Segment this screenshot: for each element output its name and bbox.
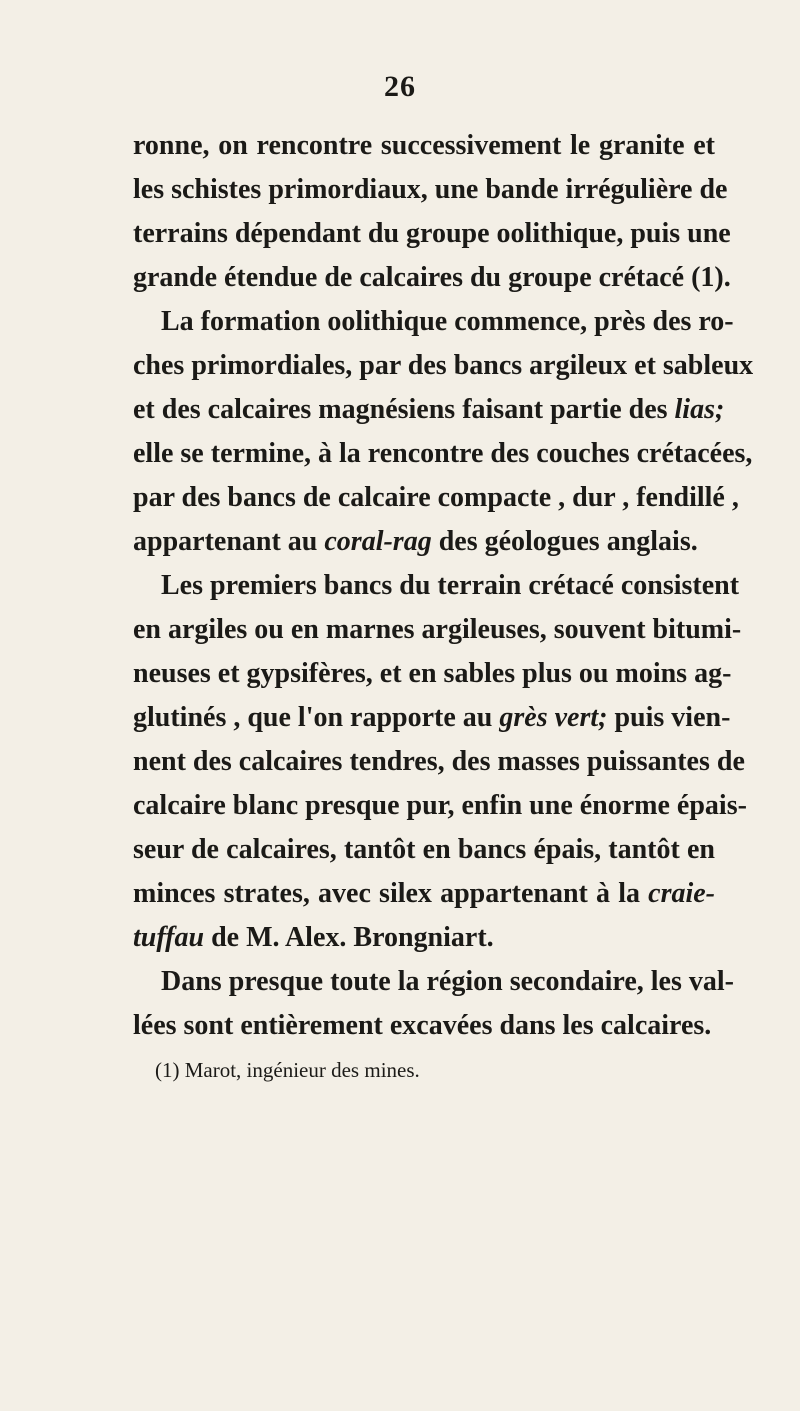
- italic-term: grès vert;: [499, 702, 608, 733]
- text-line: et des calcaires magnésiens faisant partie des lias;: [133, 394, 725, 425]
- text-line: glutinés , que l'on rapporte au grès vert; puis vien-: [133, 702, 731, 733]
- text-line: les schistes primordiaux, une bande irrégulière de: [133, 174, 728, 205]
- text-line: lées sont entièrement excavées dans les calcaires.: [133, 1010, 712, 1041]
- text-line: Les premiers bancs du terrain crétacé consistent: [161, 570, 740, 601]
- text-line: par des bancs de calcaire compacte , dur , fendillé ,: [133, 482, 739, 513]
- text-line: tuffau de M. Alex. Brongniart.: [133, 922, 494, 953]
- italic-term: coral-rag: [324, 526, 432, 557]
- text-line: ronne, on rencontre successivement le granite et: [133, 130, 715, 161]
- text-line: minces strates, avec silex appartenant à la craie-: [133, 878, 715, 909]
- italic-term: tuffau: [133, 922, 205, 953]
- text-line: Dans presque toute la région secondaire, les val-: [161, 966, 734, 997]
- footnote: (1) Marot, ingénieur des mines.: [155, 1058, 420, 1082]
- text-line: seur de calcaires, tantôt en bancs épais, tantôt en: [133, 834, 715, 865]
- italic-term: lias;: [674, 394, 725, 425]
- text-line: La formation oolithique commence, près des ro-: [161, 306, 734, 337]
- text-line: en argiles ou en marnes argileuses, souvent bitumi-: [133, 614, 742, 645]
- text-line: appartenant au coral-rag des géologues anglais.: [133, 526, 698, 557]
- text-line: nent des calcaires tendres, des masses puissantes de: [133, 746, 745, 777]
- text-line: terrains dépendant du groupe oolithique, puis une: [133, 218, 731, 249]
- text-line: calcaire blanc presque pur, enfin une énorme épais-: [133, 790, 747, 821]
- text-line: grande étendue de calcaires du groupe crétacé (1).: [133, 262, 731, 293]
- text-line: ches primordiales, par des bancs argileux et sableux: [133, 350, 754, 381]
- body-text: [133, 124, 754, 1048]
- italic-term: craie-: [648, 878, 715, 909]
- page-number: 26: [384, 70, 416, 103]
- text-line: elle se termine, à la rencontre des couches crétacées,: [133, 438, 753, 469]
- text-line: neuses et gypsifères, et en sables plus ou moins ag-: [133, 658, 732, 689]
